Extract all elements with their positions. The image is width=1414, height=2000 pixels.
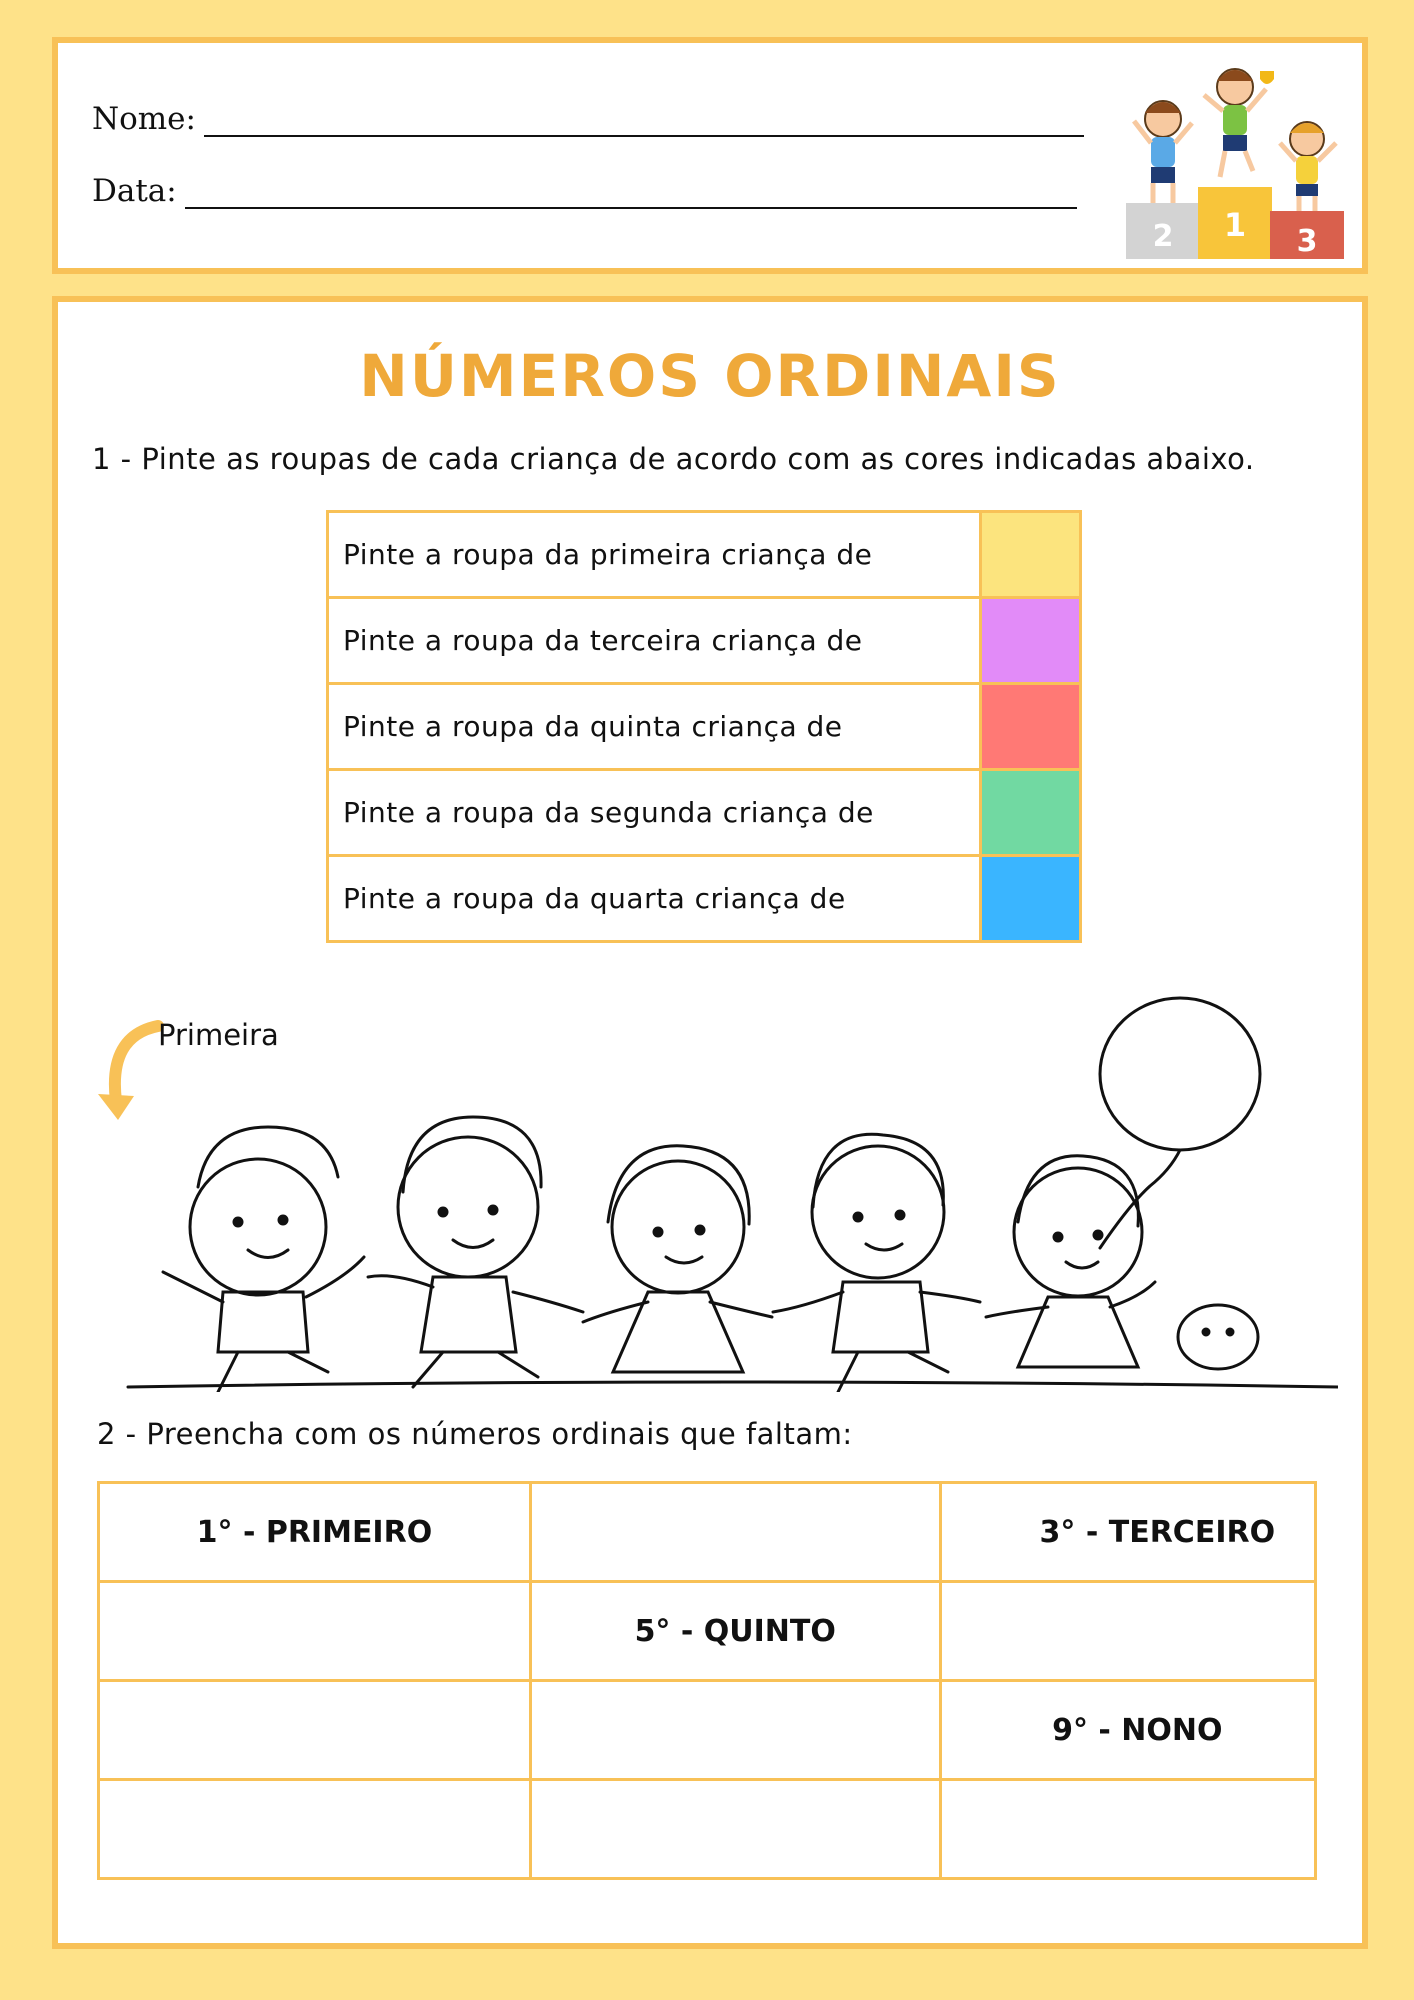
color-swatch xyxy=(981,598,1081,684)
color-row-text: Pinte a roupa da terceira criança de xyxy=(328,598,981,684)
ordinal-row xyxy=(99,1582,1316,1681)
podium-3-number: 3 xyxy=(1296,224,1318,259)
podium-1-number: 1 xyxy=(1223,206,1247,244)
color-swatch xyxy=(981,856,1081,942)
ordinal-numbers-table xyxy=(97,1481,1317,1880)
podium-2-number: 2 xyxy=(1152,219,1174,254)
ordinal-row xyxy=(99,1780,1316,1879)
color-row-text: Pinte a roupa da primeira criança de xyxy=(328,512,981,598)
exercise-2-instruction: 2 - Preencha com os números ordinais que faltam: xyxy=(97,1417,853,1451)
color-row xyxy=(328,856,1081,942)
ordinal-cell: 3° - TERCEIRO xyxy=(940,1483,1315,1582)
name-field[interactable] xyxy=(92,101,1084,137)
color-row xyxy=(328,684,1081,770)
main-card xyxy=(52,296,1368,1949)
ordinal-blank-cell[interactable] xyxy=(530,1483,940,1582)
color-swatch xyxy=(981,770,1081,856)
page-title: NÚMEROS ORDINAIS xyxy=(359,342,1061,410)
first-child-label: Primeira xyxy=(158,1018,279,1052)
name-line[interactable] xyxy=(204,105,1084,137)
header-card xyxy=(52,37,1368,274)
ordinal-blank-cell[interactable] xyxy=(99,1582,531,1681)
ordinal-blank-cell[interactable] xyxy=(940,1582,1315,1681)
color-row-text: Pinte a roupa da quinta criança de xyxy=(328,684,981,770)
color-swatch xyxy=(981,512,1081,598)
ordinal-blank-cell[interactable] xyxy=(530,1681,940,1780)
color-row xyxy=(328,770,1081,856)
ordinal-cell: 5° - QUINTO xyxy=(530,1582,940,1681)
ordinal-cell: 9° - NONO xyxy=(940,1681,1315,1780)
ordinal-cell: 1° - PRIMEIRO xyxy=(99,1483,531,1582)
date-line[interactable] xyxy=(185,177,1077,209)
podium-kids-illustration xyxy=(1108,51,1348,263)
children-holding-hands-illustration xyxy=(88,992,1338,1392)
color-row-text: Pinte a roupa da segunda criança de xyxy=(328,770,981,856)
ordinal-blank-cell[interactable] xyxy=(530,1780,940,1879)
exercise-1-instruction: 1 - Pinte as roupas de cada criança de acordo com as cores indicadas abaixo. xyxy=(92,442,1255,476)
color-row xyxy=(328,598,1081,684)
ordinal-blank-cell[interactable] xyxy=(99,1681,531,1780)
color-row-text: Pinte a roupa da quarta criança de xyxy=(328,856,981,942)
color-row xyxy=(328,512,1081,598)
ordinal-row xyxy=(99,1681,1316,1780)
color-instructions-table xyxy=(326,510,1082,943)
trophy-icon xyxy=(1260,71,1274,84)
color-swatch xyxy=(981,684,1081,770)
ordinal-blank-cell[interactable] xyxy=(940,1780,1315,1879)
ordinal-blank-cell[interactable] xyxy=(99,1780,531,1879)
date-field[interactable] xyxy=(92,173,1077,209)
name-label: Nome: xyxy=(92,101,196,137)
date-label: Data: xyxy=(92,173,177,209)
ordinal-row xyxy=(99,1483,1316,1582)
